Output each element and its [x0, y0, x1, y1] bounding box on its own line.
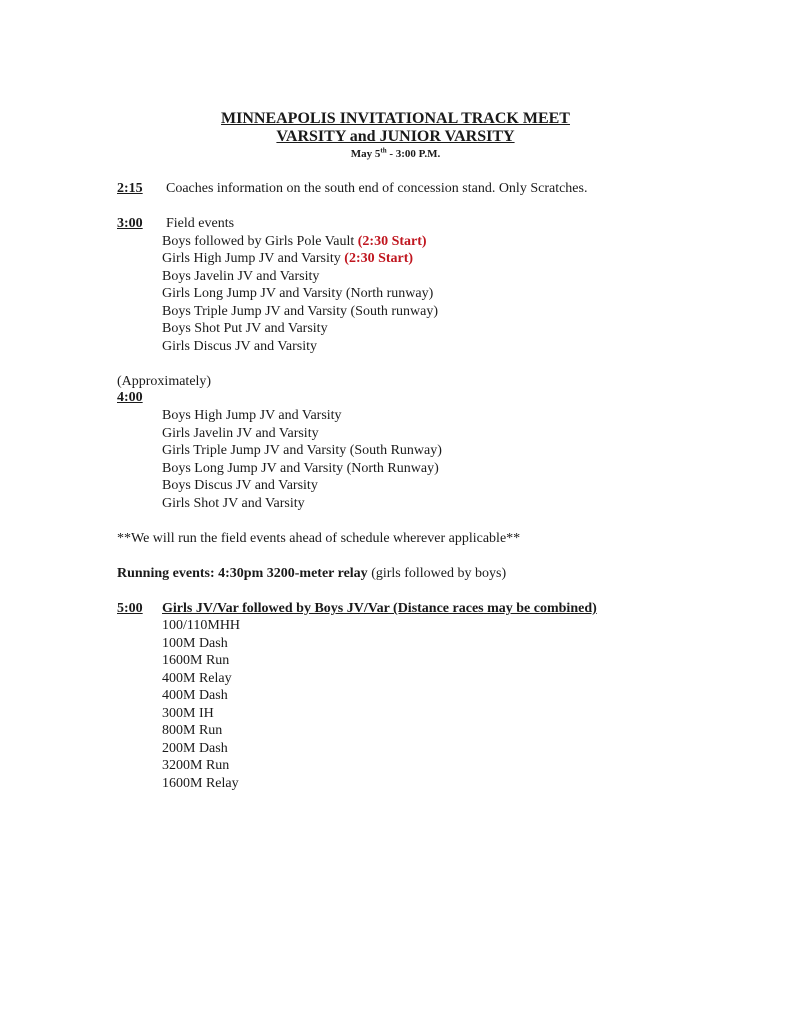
meet-date	[0, 148, 791, 161]
event-text: Girls High Jump JV and Varsity	[162, 251, 345, 266]
meet-subtitle: VARSITY and JUNIOR VARSITY	[276, 128, 515, 145]
list-item: Girls Triple Jump JV and Varsity (South Runway)	[162, 443, 442, 458]
field-events-heading: Field events	[166, 216, 235, 231]
approximately-label: (Approximately)	[117, 374, 212, 389]
running-events-bold: Running events: 4:30pm 3200-meter relay	[117, 566, 368, 581]
time-500: 5:00	[117, 601, 143, 616]
list-item: 1600M Relay	[162, 776, 239, 791]
date-ordinal: th	[380, 146, 387, 155]
time-215: 2:15	[117, 181, 143, 196]
list-item: 400M Relay	[162, 671, 232, 686]
coaches-info: Coaches information on the south end of concession stand. Only Scratches.	[166, 181, 588, 196]
meet-title: MINNEAPOLIS INVITATIONAL TRACK MEET	[221, 110, 570, 127]
list-item: 300M IH	[162, 706, 214, 721]
schedule-note: **We will run the field events ahead of schedule wherever applicable**	[117, 531, 521, 546]
time-300: 3:00	[117, 216, 143, 231]
list-item: 400M Dash	[162, 688, 228, 703]
running-heading: Girls JV/Var followed by Boys JV/Var (Distance races may be combined)	[162, 601, 597, 616]
list-item: Girls Discus JV and Varsity	[162, 339, 318, 354]
date-time: - 3:00 P.M.	[386, 148, 441, 160]
list-item: Boys High Jump JV and Varsity	[162, 408, 342, 423]
list-item	[162, 250, 413, 267]
list-item: 800M Run	[162, 723, 223, 738]
list-item: 3200M Run	[162, 758, 230, 773]
list-item	[162, 233, 427, 250]
list-item: 100M Dash	[162, 636, 228, 651]
time-400: 4:00	[117, 390, 143, 405]
start-note: (2:30 Start)	[357, 234, 427, 249]
list-item: Boys Triple Jump JV and Varsity (South runway)	[162, 304, 439, 319]
list-item: 100/110MHH	[162, 618, 241, 633]
date-month-day: May 5	[350, 148, 381, 160]
start-note: (2:30 Start)	[344, 251, 414, 266]
list-item: 200M Dash	[162, 741, 228, 756]
list-item: Boys Javelin JV and Varsity	[162, 269, 320, 284]
list-item: Boys Discus JV and Varsity	[162, 478, 318, 493]
list-item: Boys Shot Put JV and Varsity	[162, 321, 328, 336]
event-text: Boys followed by Girls Pole Vault	[162, 234, 358, 249]
list-item: Girls Javelin JV and Varsity	[162, 426, 319, 441]
list-item: 1600M Run	[162, 653, 230, 668]
list-item: Boys Long Jump JV and Varsity (North Runway)	[162, 461, 439, 476]
running-events	[117, 565, 506, 582]
list-item: Girls Long Jump JV and Varsity (North runway)	[162, 286, 434, 301]
running-events-rest: (girls followed by boys)	[367, 566, 507, 581]
list-item: Girls Shot JV and Varsity	[162, 496, 305, 511]
